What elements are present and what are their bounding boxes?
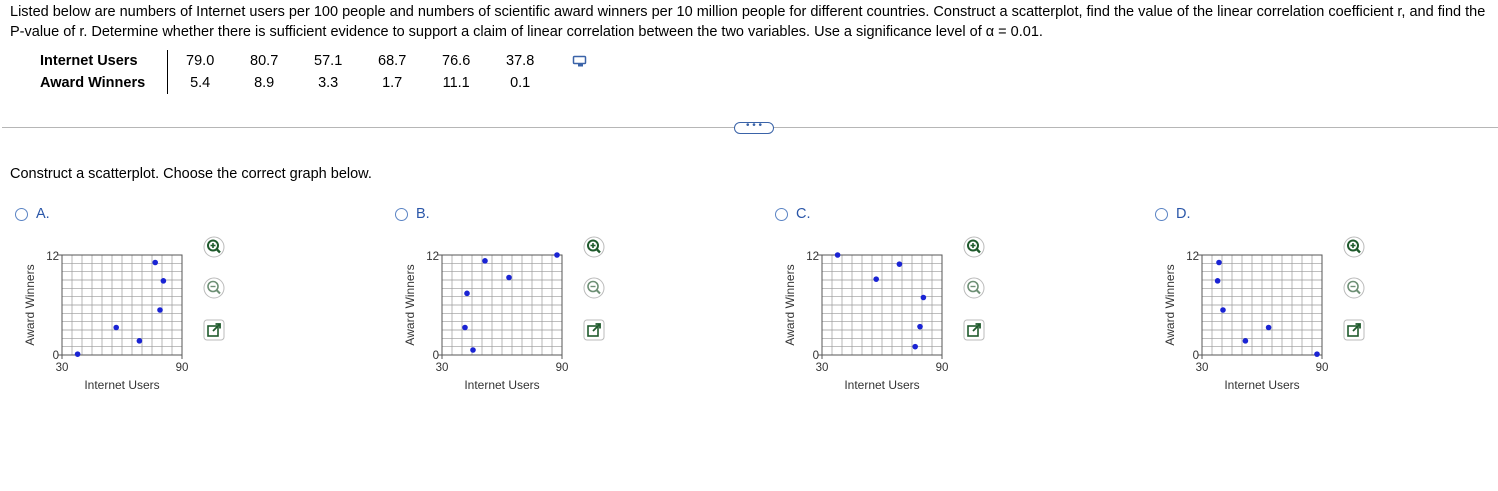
- y-tick-label: 0: [1192, 350, 1199, 362]
- data-point: [157, 307, 163, 313]
- scatterplot: [770, 205, 960, 395]
- data-point: [1266, 325, 1272, 331]
- zoom-out-icon[interactable]: [963, 277, 985, 299]
- data-point: [462, 325, 468, 331]
- data-point: [921, 295, 927, 301]
- row-label-internet-users: Internet Users: [32, 50, 168, 72]
- y-tick-label: 0: [52, 350, 59, 362]
- zoom-out-icon[interactable]: [203, 277, 225, 299]
- scatterplot: [1150, 205, 1340, 395]
- question-text: Listed below are numbers of Internet users per 100 people and numbers of scientific award winners per 10 million people for different countries. Construct a scatterplot, find the value of the linear correlation coefficient r, and find the P-value of r. Determine whether there is sufficient evidence to support a claim of linear correlation between the two variables. Use a significance level of α = 0.01.: [10, 4, 1486, 40]
- expand-icon[interactable]: [583, 319, 605, 341]
- expand-icon[interactable]: [203, 319, 225, 341]
- table-cell: 68.7: [378, 53, 407, 69]
- y-tick-label: 12: [426, 251, 439, 263]
- table-cell: 37.8: [506, 53, 535, 69]
- zoom-in-icon[interactable]: [1343, 236, 1365, 258]
- data-point: [482, 258, 488, 264]
- answer-option-b[interactable]: [390, 205, 760, 405]
- grid: [62, 255, 182, 355]
- x-tick-label: 30: [1195, 362, 1209, 374]
- grid: [1202, 255, 1322, 355]
- y-tick-label: 12: [806, 251, 819, 263]
- option-label: D.: [1176, 206, 1191, 222]
- table-cell: 80.7: [250, 53, 279, 69]
- expand-icon[interactable]: [963, 319, 985, 341]
- more-button[interactable]: • • •: [734, 122, 774, 134]
- x-axis-label: Internet Users: [1224, 378, 1300, 392]
- y-tick-label: 12: [46, 251, 59, 263]
- table-row: [32, 50, 552, 72]
- data-point: [470, 347, 476, 353]
- x-tick-label: 30: [815, 362, 829, 374]
- zoom-out-icon[interactable]: [583, 277, 605, 299]
- data-table: [32, 50, 552, 94]
- data-point: [1216, 260, 1222, 266]
- data-point: [1215, 278, 1221, 284]
- answer-option-c[interactable]: [770, 205, 1140, 405]
- table-cell: 0.1: [510, 75, 531, 91]
- option-label: C.: [796, 206, 811, 222]
- answer-option-a[interactable]: [10, 205, 380, 405]
- y-axis-label: Award Winners: [783, 264, 797, 346]
- data-point: [113, 325, 119, 331]
- x-tick-label: 30: [55, 362, 69, 374]
- zoom-in-icon[interactable]: [583, 236, 605, 258]
- expand-icon[interactable]: [1343, 319, 1365, 341]
- table-cell: 1.7: [382, 75, 403, 91]
- y-axis-label: Award Winners: [403, 264, 417, 346]
- data-point: [873, 276, 879, 282]
- grid: [442, 255, 562, 355]
- x-axis-label: Internet Users: [844, 378, 920, 392]
- data-point: [554, 252, 560, 258]
- x-axis-label: Internet Users: [84, 378, 160, 392]
- x-tick-label: 90: [555, 362, 569, 374]
- data-point: [75, 351, 81, 357]
- data-point: [917, 324, 923, 330]
- data-point: [1314, 351, 1320, 357]
- answer-option-d[interactable]: [1150, 205, 1498, 405]
- data-point: [897, 261, 903, 267]
- table-cell: 8.9: [254, 75, 275, 91]
- data-point: [1220, 307, 1226, 313]
- option-label: B.: [416, 206, 430, 222]
- data-point: [137, 338, 143, 344]
- scatterplot: [390, 205, 580, 395]
- data-point: [464, 291, 470, 297]
- data-point: [912, 344, 918, 350]
- table-row: [32, 72, 552, 94]
- row-label-award-winners: Award Winners: [32, 72, 168, 94]
- prompt-text: Construct a scatterplot. Choose the correct graph below.: [10, 166, 372, 182]
- table-cell: 11.1: [442, 75, 470, 91]
- x-tick-label: 30: [435, 362, 449, 374]
- zoom-in-icon[interactable]: [203, 236, 225, 258]
- data-point: [161, 278, 167, 284]
- data-point: [506, 275, 512, 281]
- scatterplot: [10, 205, 200, 395]
- data-point: [835, 252, 841, 258]
- copy-data-icon[interactable]: [572, 55, 588, 69]
- grid: [822, 255, 942, 355]
- x-tick-label: 90: [1315, 362, 1329, 374]
- y-tick-label: 12: [1186, 251, 1199, 263]
- table-cell: 3.3: [318, 75, 339, 91]
- table-cell: 79.0: [186, 53, 215, 69]
- y-tick-label: 0: [432, 350, 439, 362]
- table-cell: 76.6: [442, 53, 471, 69]
- option-label: A.: [36, 206, 50, 222]
- table-cell: 57.1: [314, 53, 343, 69]
- zoom-out-icon[interactable]: [1343, 277, 1365, 299]
- y-tick-label: 0: [812, 350, 819, 362]
- x-tick-label: 90: [935, 362, 949, 374]
- x-axis-label: Internet Users: [464, 378, 540, 392]
- zoom-in-icon[interactable]: [963, 236, 985, 258]
- x-tick-label: 90: [175, 362, 189, 374]
- data-point: [152, 260, 158, 266]
- y-axis-label: Award Winners: [23, 264, 37, 346]
- y-axis-label: Award Winners: [1163, 264, 1177, 346]
- table-cell: 5.4: [190, 75, 211, 91]
- data-point: [1243, 338, 1249, 344]
